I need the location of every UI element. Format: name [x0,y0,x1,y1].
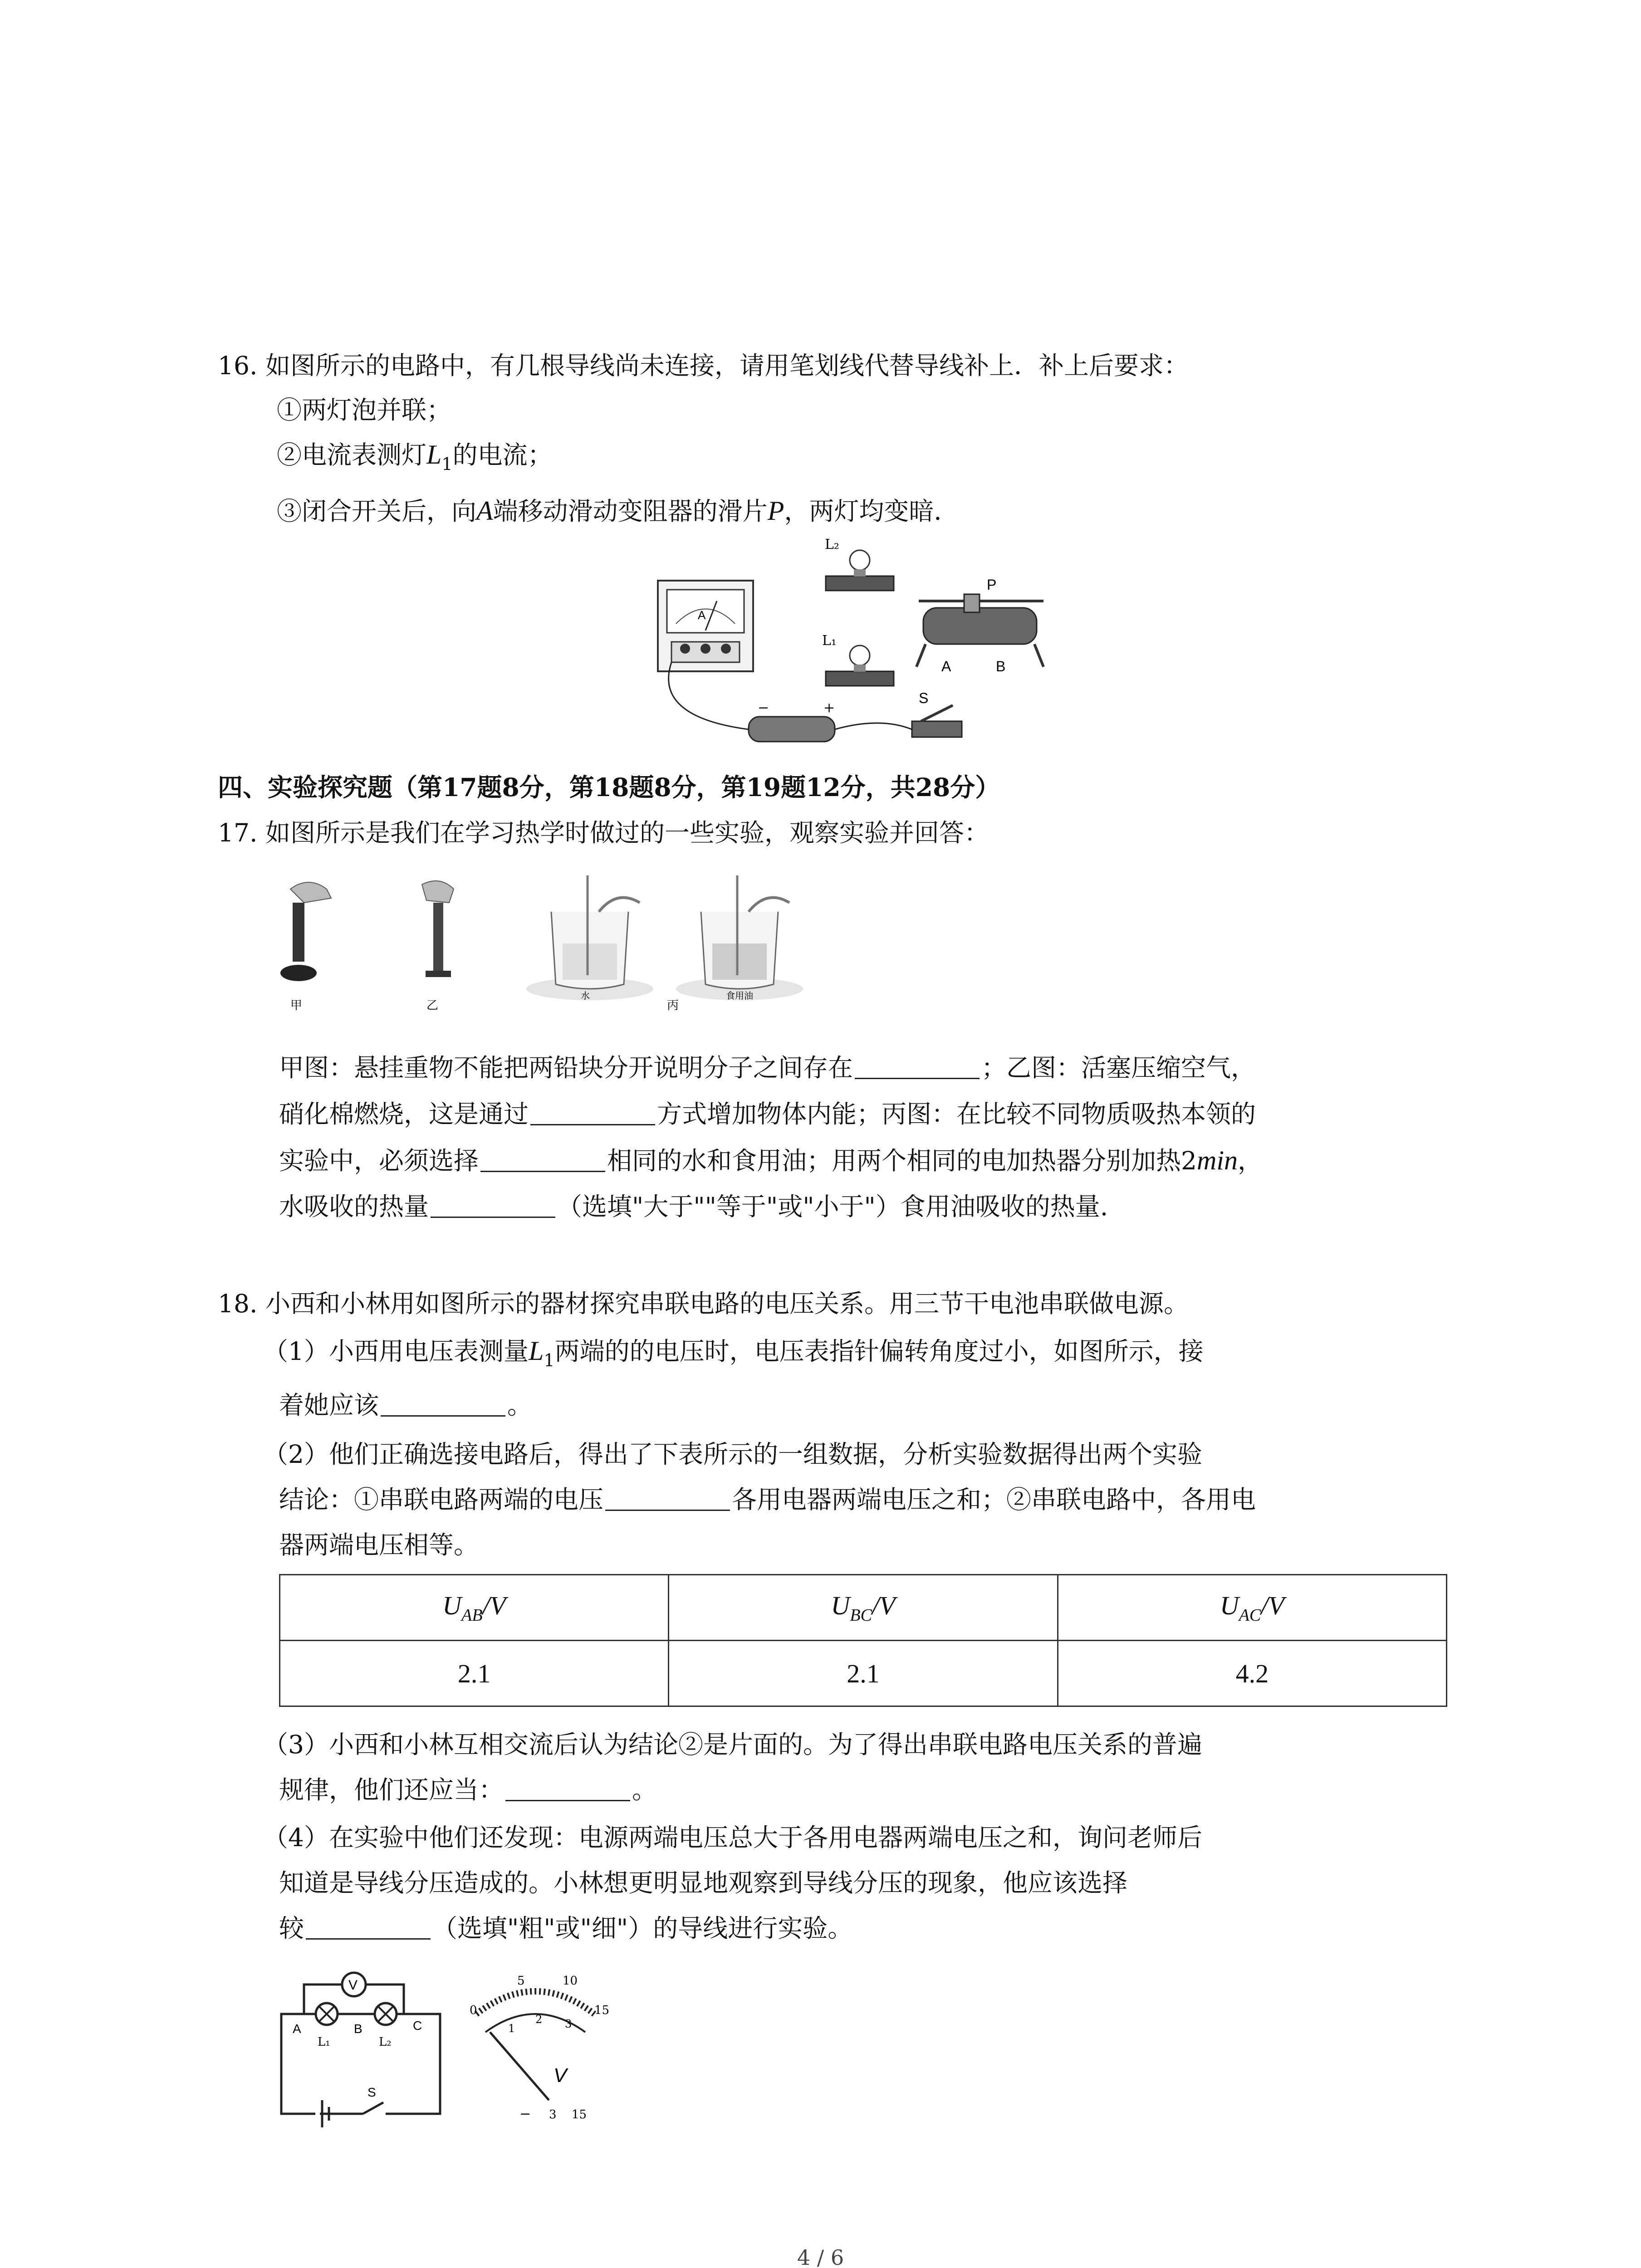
point-a-label: A [293,2022,301,2036]
table-header-cell: $U_{AC}/V$ [1058,1575,1446,1641]
voltage-data-table [279,1574,1447,1707]
q18-blank-4[interactable] [306,1915,431,1940]
l1-label: L₁ [822,633,837,649]
q16-requirement-3: ③闭合开关后，向A端移动滑动变阻器的滑片P，两灯均变暗． [277,496,959,526]
q17-blank-1[interactable] [855,1054,980,1079]
q18-part-2-line-3: 器两端电压相等。 [279,1530,479,1559]
lamp-l2-icon [375,2003,397,2025]
beaker-water-icon [526,875,653,1000]
switch-s-label: S [367,2085,376,2099]
rheostat-icon [916,594,1043,667]
tick-0-label: 0 [470,2004,477,2017]
ammeter-label: A [698,608,706,622]
q18-part-3-line-2: 规律，他们还应当： 。 [279,1775,657,1804]
table-row [280,1641,1447,1706]
fig-yi-label: 乙 [426,999,439,1012]
q17-blank-4[interactable] [431,1193,555,1218]
table-cell: 2.1 [669,1641,1058,1706]
q18-blank-2[interactable] [605,1486,730,1511]
q16-stem: 16. 如图所示的电路中，有几根导线尚未连接，请用笔划线代替导线补上．补上后要求： [218,351,1189,380]
section4-title: 四、实验探究题（第17题8分，第18题8分，第19题12分，共28分） [218,772,1000,802]
table-header-cell: $U_{AB}/V$ [280,1575,669,1641]
ammeter-icon [658,581,753,671]
l2-label: L₂ [379,2035,392,2049]
series-circuit-diagram [281,1984,440,2114]
q17-line-3: 实验中，必须选择 相同的水和食用油；用两个相同的电加热器分别加热2min， [279,1145,1263,1175]
q18-circuit-figure [272,1964,662,2136]
q16-circuit-figure [644,526,1053,753]
tick-3-label: 3 [565,2018,572,2030]
bulb-l1-icon [826,645,894,686]
fig-bing-label: 丙 [667,999,679,1012]
q18-part-4-line-2: 知道是导线分压造成的。小林想更明显地观察到导线分压的现象，他应该选择 [279,1868,1128,1897]
switch-s-label: S [919,690,929,706]
tick-15-label: 15 [594,2004,610,2017]
terminal-3-label: 3 [549,2108,557,2121]
battery-plus-label: + [823,700,835,716]
bulb-l2-icon [826,550,894,591]
table-header-row [280,1575,1447,1641]
point-c-label: C [413,2019,422,2033]
tick-10-label: 10 [563,1974,578,1988]
fig-jia-label: 甲 [290,999,303,1012]
terminal-15-label: 15 [572,2108,587,2121]
beaker-oil-icon [676,875,803,1000]
battery-minus-label: − [758,700,769,716]
terminal-b-label: B [996,658,1006,675]
q16-requirement-2: ②电流表测灯$L_1$的电流； [277,440,553,474]
q17-experiment-figure [272,871,862,1021]
oil-label: 食用油 [726,990,753,1001]
wire-ammeter-battery [669,662,749,729]
tick-5-label: 5 [517,1974,525,1988]
switch-icon [912,705,962,737]
voltmeter-dial-icon [476,1991,594,2100]
l1-label: L₁ [318,2035,330,2049]
q18-part-3-line-1: （3）小西和小林互相交流后认为结论②是片面的。为了得出串联电路电压关系的普遍 [263,1730,1202,1759]
terminal-minus-label: − [519,2106,531,2122]
lead-blocks-icon [280,882,331,981]
water-label: 水 [581,990,590,1001]
q18-blank-1[interactable] [381,1392,505,1417]
q17-stem: 17. 如图所示是我们在学习热学时做过的一些实验，观察实验并回答： [218,818,989,847]
q17-line-2: 硝化棉燃烧，这是通过 方式增加物体内能；丙图：在比较不同物质吸热本领的 [279,1100,1256,1129]
q18-part-1-line-2: 着她应该 。 [279,1391,533,1420]
switch-symbol-icon [363,2102,386,2114]
table-cell: 2.1 [280,1641,669,1706]
q16-requirement-1: ①两灯泡并联； [277,396,452,425]
q17-line-4: 水吸收的热量 （选填"大于""等于"或"小于"）食用油吸收的热量. [279,1192,1108,1221]
slider-p-label: P [987,577,997,593]
terminal-a-label: A [941,658,951,675]
q18-part-4-line-1: （4）在实验中他们还发现：电源两端电压总大于各用电器两端电压之和，询问老师后 [263,1823,1202,1852]
page-number: 4 / 6 [797,2245,844,2268]
dial-v-label: V [554,2064,567,2087]
wire-battery-switch [835,723,912,729]
voltmeter-v-label: V [348,1978,358,1993]
q18-blank-3[interactable] [505,1776,630,1801]
q18-part-2-line-2: 结论：①串联电路两端的电压 各用电器两端电压之和；②串联电路中，各用电 [279,1485,1256,1514]
table-header-cell: $U_{BC}/V$ [669,1575,1058,1641]
q18-stem: 18. 小西和小林用如图所示的器材探究串联电路的电压关系。用三节干电池串联做电源。 [218,1289,1189,1318]
l2-label: L₂ [825,537,839,552]
battery-icon [749,717,835,742]
q18-part-4-line-3: 较 （选填"粗"或"细"）的导线进行实验。 [279,1914,853,1943]
point-b-label: B [354,2022,362,2036]
air-piston-icon [422,881,454,977]
q17-line-1: 甲图：悬挂重物不能把两铅块分开说明分子之间存在 ；乙图：活塞压缩空气， [279,1053,1256,1082]
q17-blank-3[interactable] [480,1147,605,1172]
tick-1-label: 1 [508,2022,515,2035]
tick-2-label: 2 [535,2013,543,2026]
q18-part-1-line-1: （1）小西用电压表测量$L_1$两端的的电压时，电压表指针偏转角度过小，如图所示，接 [263,1336,1204,1370]
q18-part-2-line-1: （2）他们正确选接电路后，得出了下表所示的一组数据，分析实验数据得出两个实验 [263,1440,1202,1469]
q17-blank-2[interactable] [530,1100,655,1125]
table-cell: 4.2 [1058,1641,1446,1706]
lamp-l1-icon [316,2003,338,2025]
